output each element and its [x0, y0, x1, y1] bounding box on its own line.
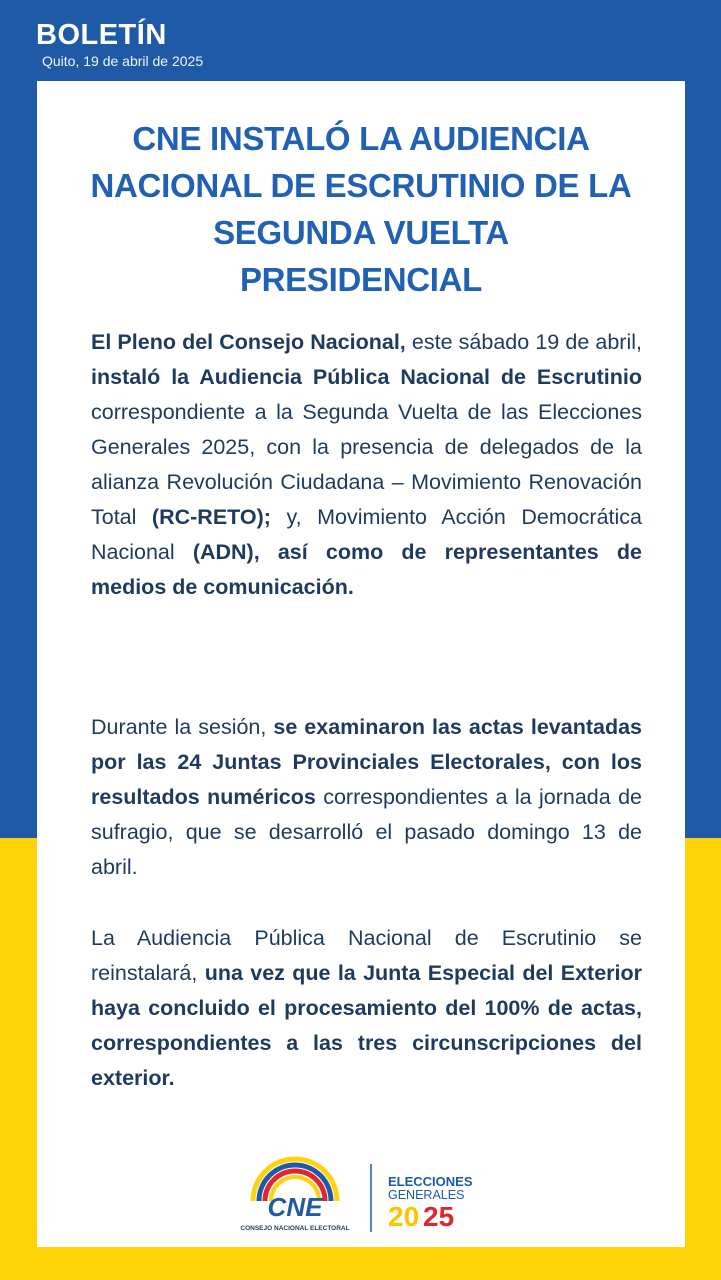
elecciones-text: ELECCIONES [388, 1174, 473, 1189]
bulletin-title: BOLETÍN [36, 19, 167, 51]
bulletin-header [36, 18, 203, 70]
cne-text: CNE [267, 1192, 323, 1222]
bulletin-date: Quito, 19 de abril de 2025 [42, 53, 204, 69]
p2-text-1: Durante la sesión, [91, 715, 274, 739]
paragraph-3 [91, 921, 642, 1096]
bulletin-card [37, 81, 685, 1247]
p1-bold-2: instaló la Audiencia Pública Nacional de Escrutinio [91, 365, 642, 389]
paragraph-1 [91, 325, 642, 605]
p3-text-1: La Audiencia Pública Nacional de Escrutinio se reinstalará, [91, 926, 642, 985]
cne-elecciones-logo [237, 1146, 497, 1236]
headline: CNE INSTALÓ LA AUDIENCIA NACIONAL DE ESCRUTINIO DE LA SEGUNDA VUELTA PRESIDENCIAL [90, 120, 632, 298]
p1-text-1: este sábado 19 de abril, [405, 330, 642, 354]
paragraph-2 [91, 710, 642, 885]
p1-bold-1: El Pleno del Consejo Nacional, [91, 330, 406, 354]
p1-text-2: correspondiente a la Segunda Vuelta de las Elecciones Generales 2025, con la presencia de delegados de la alianza Revolución Ciudadana – Movimiento Renovación Total [91, 400, 642, 529]
p2-text-2: correspondientes a la jornada de sufragio, que se desarrolló el pasado domingo 13 de abril. [91, 785, 642, 879]
p2-bold-1: se examinaron las actas levantadas por las 24 Juntas Provinciales Electorales, con los resultados numéricos [91, 715, 642, 809]
year-20-text: 20 [388, 1201, 420, 1232]
p3-bold-1: una vez que la Junta Especial del Exterior haya concluido el procesamiento del 100% de actas, correspondientes a las tres circunscripciones del exterior. [91, 961, 642, 1090]
generales-text: GENERALES [388, 1188, 465, 1202]
p1-text-3: y, Movimiento Acción Democrática Nacional [91, 505, 643, 564]
p1-bold-4: (ADN), así como de representantes de medios de comunicación. [91, 540, 642, 599]
p1-bold-3: (RC-RETO); [151, 505, 271, 529]
cne-caption: CONSEJO NACIONAL ELECTORAL [240, 1225, 350, 1232]
year-25-text: 25 [423, 1201, 455, 1232]
